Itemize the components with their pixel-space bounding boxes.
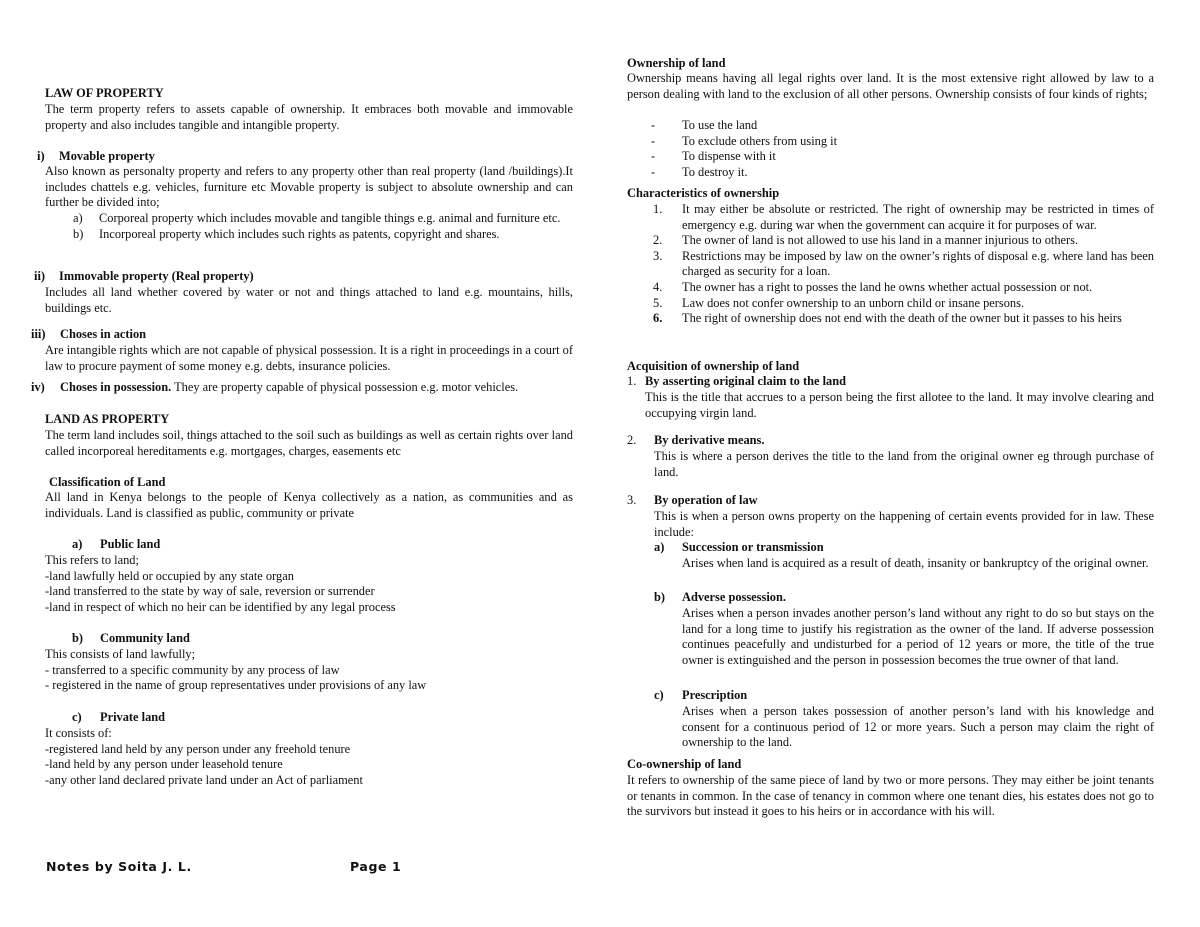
number-marker: 3. xyxy=(653,248,663,263)
movable-item-corporeal xyxy=(73,211,573,227)
acquisition-heading: Acquisition of ownership of land xyxy=(627,359,800,373)
succession-text: Arises when land is acquired as a result of death, insanity or bankruptcy of the original owner. xyxy=(682,556,1149,570)
private-land-line: -land held by any person under leasehold tenure xyxy=(45,757,283,772)
public-land-heading-text: Public land xyxy=(100,537,161,551)
movable-subitems xyxy=(73,211,573,242)
immovable-heading-text: Immovable property (Real property) xyxy=(59,269,254,283)
choses-action-number: iii) xyxy=(31,327,46,341)
right-item xyxy=(651,165,1154,181)
community-land-lines xyxy=(45,647,573,694)
choses-possession-heading-text: Choses in possession. xyxy=(60,380,172,394)
land-as-property-text: The term land includes soil, things attached to the soil such as buildings as well as certain rights over land called incorporeal hereditaments e.g. mortgages, charges, easements etc xyxy=(45,428,573,458)
community-land-heading-text: Community land xyxy=(100,631,190,645)
dash-marker: - xyxy=(651,118,656,132)
acquisition-item-2-heading xyxy=(627,433,1154,449)
characteristics-list xyxy=(653,202,1154,327)
dash-marker: - xyxy=(651,133,656,148)
community-land-line: This consists of land lawfully; xyxy=(45,647,196,661)
choses-possession-text: They are property capable of physical possession e.g. motor vehicles. xyxy=(174,380,519,394)
right-item xyxy=(651,118,1154,134)
number-marker: 1. xyxy=(653,202,663,216)
prescription-text: Arises when a person takes possession of another person’s land with his knowledge and consent for a continuous period of 12 or more years. Such a person may claim the right of ownership to the land. xyxy=(682,704,1154,750)
public-land-line: -land in respect of which no heir can be identified by any legal process xyxy=(45,599,396,614)
characteristic-text: Law does not confer ownership to an unborn child or insane persons. xyxy=(682,295,1025,310)
classification-heading: Classification of Land xyxy=(49,475,166,489)
adverse-possession-text: Arises when a person invades another person’s land without any right to do so but stays on the land for a long time to justify his registration as the owner of the land. If adverse possession continues peacefully and undisturbed for a period of 12 years or more, the title of the true owner is extinguished and the person in possession becomes the true owner of that land. xyxy=(682,606,1154,667)
public-land-line: -land lawfully held or occupied by any state organ xyxy=(45,568,294,583)
law-of-property-title: LAW OF PROPERTY xyxy=(45,86,164,100)
prescription-heading-text: Prescription xyxy=(682,688,748,702)
ownership-heading: Ownership of land xyxy=(627,56,726,70)
footer-page-number: Page 1 xyxy=(350,859,402,874)
characteristics-heading: Characteristics of ownership xyxy=(627,186,780,200)
movable-item-incorporeal xyxy=(73,227,573,243)
succession-marker: a) xyxy=(654,540,665,554)
right-item-text: To destroy it. xyxy=(682,164,748,179)
movable-number: i) xyxy=(37,149,45,163)
ownership-text: Ownership means having all legal rights over land. It is the most extensive right allowed by law to a person dealing with land to the exclusion of all other persons. Ownership consists of four kinds of rights; xyxy=(627,71,1154,101)
adverse-possession-heading xyxy=(654,590,1154,606)
community-land-heading xyxy=(45,631,573,647)
prescription-heading xyxy=(654,688,1154,704)
community-land-line: - registered in the name of group representatives under provisions of any law xyxy=(45,678,427,693)
private-land-marker: c) xyxy=(72,710,82,724)
succession-heading xyxy=(654,540,1154,556)
law-of-property-intro: The term property refers to assets capable of ownership. It embraces both movable and immovable property and also includes tangible and intangible property. xyxy=(45,102,573,132)
ownership-rights-list xyxy=(651,118,1154,180)
classification-text: All land in Kenya belongs to the people of Kenya collectively as a nation, as communities and as individuals. Land is classified as public, community or private xyxy=(45,490,573,520)
public-land-lines xyxy=(45,553,573,615)
acq3-marker: 3. xyxy=(627,493,637,507)
characteristic-text: The owner of land is not allowed to use his land in a manner injurious to others. xyxy=(682,233,1079,248)
right-item-text: To use the land xyxy=(682,118,758,132)
footer-author: Notes by Soita J. L. xyxy=(46,859,192,874)
characteristic-item xyxy=(653,296,1154,312)
acquisition-item-1-heading xyxy=(627,374,1154,390)
movable-heading-text: Movable property xyxy=(59,149,155,163)
characteristic-item xyxy=(653,280,1154,296)
public-land-heading xyxy=(45,537,573,553)
right-item-text: To dispense with it xyxy=(682,149,776,164)
item-marker: b) xyxy=(73,226,84,241)
community-land-marker: b) xyxy=(72,631,84,645)
characteristic-item xyxy=(653,311,1154,327)
immovable-property-heading xyxy=(34,269,573,285)
movable-property-heading xyxy=(37,149,573,165)
item-text: Incorporeal property which includes such rights as patents, copyright and shares. xyxy=(99,226,500,241)
acquisition-item-1-text: This is the title that accrues to a person being the first allotee to the land. It may involve clearing and occupying virgin land. xyxy=(645,390,1154,420)
acquisition-item-2-text: This is where a person derives the title to the land from the original owner eg through purchase of land. xyxy=(654,449,1154,479)
characteristic-item xyxy=(653,202,1154,233)
number-marker: 6. xyxy=(653,311,663,326)
private-land-heading-text: Private land xyxy=(100,710,166,724)
characteristic-item xyxy=(653,249,1154,280)
co-ownership-text: It refers to ownership of the same piece of land by two or more persons. They may either be joint tenants or tenants in common. In the case of tenancy in common where one tenant dies, his estates does not go to the survivors but instead it goes to his heirs or in accordance with his will. xyxy=(627,773,1154,819)
immovable-number: ii) xyxy=(34,269,46,283)
land-as-property-title: LAND AS PROPERTY xyxy=(45,412,170,426)
adverse-heading-text: Adverse possession. xyxy=(682,590,786,604)
succession-heading-text: Succession or transmission xyxy=(682,540,824,554)
right-item xyxy=(651,149,1154,165)
number-marker: 4. xyxy=(653,279,663,294)
private-land-line: -any other land declared private land under an Act of parliament xyxy=(45,772,363,787)
acquisition-item-3-text: This is when a person owns property on the happening of certain events provided for in law. These include: xyxy=(654,509,1154,539)
private-land-heading xyxy=(45,710,573,726)
immovable-property-text: Includes all land whether covered by water or not and things attached to land e.g. mountains, hills, buildings etc. xyxy=(45,285,573,315)
public-land-line: This refers to land; xyxy=(45,553,139,567)
characteristic-item xyxy=(653,233,1154,249)
number-marker: 2. xyxy=(653,233,663,248)
characteristic-text: The owner has a right to posses the land he owns whether actual possession or not. xyxy=(682,279,1093,294)
public-land-line: -land transferred to the state by way of sale, reversion or surrender xyxy=(45,584,375,599)
dash-marker: - xyxy=(651,164,656,179)
public-land-marker: a) xyxy=(72,537,83,551)
private-land-line: It consists of: xyxy=(45,726,112,740)
prescription-marker: c) xyxy=(654,688,664,702)
acq3-heading-text: By operation of law xyxy=(654,493,758,507)
choses-in-action-text: Are intangible rights which are not capable of physical possession. It is a right in proceedings in a court of law to procure payment of some money e.g. debts, insurance policies. xyxy=(45,343,573,373)
private-land-lines xyxy=(45,726,573,788)
characteristic-text: It may either be absolute or restricted. The right of ownership may be restricted in times of emergency e.g. during war when the government can acquire it for purposes of war. xyxy=(682,202,1154,232)
number-marker: 5. xyxy=(653,295,663,310)
acquisition-item-3-heading xyxy=(627,493,1154,509)
acq1-marker: 1. xyxy=(627,374,637,388)
right-item-text: To exclude others from using it xyxy=(682,133,838,148)
dash-marker: - xyxy=(651,149,656,164)
acq2-heading-text: By derivative means. xyxy=(654,433,765,447)
choses-in-action-heading xyxy=(31,327,573,343)
item-text: Corporeal property which includes movable and tangible things e.g. animal and furniture etc. xyxy=(99,211,561,225)
acq1-heading-text: By asserting original claim to the land xyxy=(645,374,847,388)
choses-in-possession xyxy=(31,380,573,396)
choses-possession-number: iv) xyxy=(31,380,45,394)
co-ownership-heading: Co-ownership of land xyxy=(627,757,742,771)
item-marker: a) xyxy=(73,211,83,225)
movable-property-text: Also known as personalty property and refers to any property other than real property (land /buildings).It includes chattels e.g. vehicles, furniture etc Movable property is subject to absolute ownership and can further be divided into; xyxy=(45,164,573,210)
right-item xyxy=(651,134,1154,150)
private-land-line: -registered land held by any person under any freehold tenure xyxy=(45,741,351,756)
acq2-marker: 2. xyxy=(627,433,637,447)
characteristic-text: The right of ownership does not end with the death of the owner but it passes to his heirs xyxy=(682,311,1122,326)
community-land-line: - transferred to a specific community by any process of law xyxy=(45,662,340,677)
adverse-marker: b) xyxy=(654,590,666,604)
choses-action-heading-text: Choses in action xyxy=(60,327,147,341)
characteristic-text: Restrictions may be imposed by law on the owner’s rights of disposal e.g. where land has been charged as security for a loan. xyxy=(682,248,1154,279)
